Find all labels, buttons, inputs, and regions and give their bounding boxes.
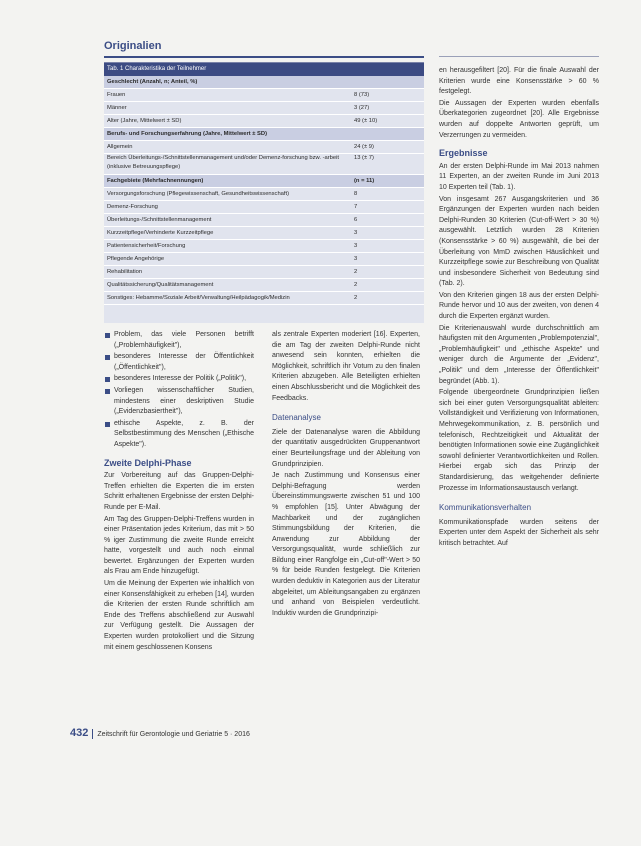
table-cell-label: Geschlecht (Anzahl, n; Anteil, %): [107, 79, 198, 85]
paragraph: en herausgefiltert [20]. Für die finale Auswahl der Kriterien wurde eine Konsensstärke > 60 % festgelegt.: [439, 67, 599, 96]
table-cell-value: 8: [354, 191, 358, 197]
column-right: [439, 66, 599, 551]
table-cell-value: 3: [354, 243, 358, 249]
table-cell-value: 8 (73): [354, 92, 370, 98]
paragraph: Zur Vorbereitung auf das Gruppen-Delphi-Treffen erhielten die Experten die im ersten Schritt erhaltenen Ergebnisse der ersten Delphi-Runde per E-Mail.: [104, 472, 254, 511]
paragraph: Die Aussagen der Experten wurden ebenfalls Überkategorien zugeordnet [20]. Alle Ergebnisse wurden auf doppelte Antworten geprüft, um Verzerrungen zu vermeiden.: [439, 99, 599, 139]
table-cell-value: 2: [354, 282, 358, 288]
page-footer: [70, 727, 250, 739]
table-cell-value: 13 (± 7): [354, 155, 374, 161]
table-cell-label: Allgemein: [107, 144, 133, 150]
table-row: [104, 227, 424, 240]
column-middle: [272, 330, 420, 620]
footer-divider: [92, 729, 93, 739]
table-cell-value: 3: [354, 230, 358, 236]
table-cell-value: 6: [354, 217, 358, 223]
paragraph: Um die Meinung der Experten wie inhaltlich von einer Konsensfähigkeit zu erheben [14], wurden die Kriterien der ersten Runde schriftlich am Ende des Treffens abschließend zur Auswahl zur Verfügung gestellt. Die Aussagen der Experten wurden protokolliert und die Sitzung mit einem geschlossenen Konsens: [104, 580, 254, 651]
table-row: [104, 141, 424, 154]
heading-second-phase: Zweite Delphi-Phase: [104, 457, 192, 468]
table-cell-label: Bereich Überleitungs-/Schnittstellenmanagement und/oder Demenz-forschung bzw. -arbeit (inklusive Betreuungspflege): [107, 155, 339, 170]
heading-results: Ergebnisse: [439, 148, 488, 159]
table-body: [104, 76, 424, 305]
table-cell-value: 3: [354, 256, 358, 262]
journal-name: Zeitschrift für Gerontologie und Geriatrie 5 · 2016: [97, 731, 250, 738]
table-row: [104, 266, 424, 279]
page-number: 432: [70, 727, 89, 739]
column-left: [104, 330, 254, 654]
table-row: [104, 279, 424, 292]
table-caption: Tab. 1 Charakteristika der Teilnehmer: [104, 63, 424, 76]
list-item: Vorliegen wissenschaftlicher Studien, mindestens einer deskriptiven Studie („Evidenzbasiertheit"),: [104, 386, 254, 418]
table-cell-label: Qualitätssicherung/Qualitätsmanagement: [107, 282, 214, 288]
column-rule: [439, 56, 599, 57]
list-item: ethische Aspekte, z. B. der Selbstbestimmung des Menschen („Ethische Aspekte").: [104, 419, 254, 451]
table-row: [104, 76, 424, 89]
section-label: Originalien: [104, 40, 162, 52]
table-row: [104, 102, 424, 115]
heading-communication: Kommunikationsverhalten: [439, 503, 532, 513]
paragraph: Von den Kriterien gingen 18 aus der ersten Delphi-Runde hervor und 10 aus der zweiten, von denen 4 durch die Experten ergänzt wurden.: [439, 291, 599, 321]
table-cell-label: Alter (Jahre, Mittelwert ± SD): [107, 118, 182, 124]
table-cell-value: 2: [354, 269, 358, 275]
list-item: besonderes Interesse der Öffentlichkeit („Öffentlichkeit"),: [104, 352, 254, 373]
table-row: [104, 89, 424, 102]
table-cell-label: Frauen: [107, 92, 126, 98]
paragraph: Ziele der Datenanalyse waren die Abbildung der quantitativ ausgedrückten Gruppenantwort einer Beurteilungsfrage und der Ableitung von Grundprinzipien.: [272, 428, 420, 468]
list-item: besonderes Interesse der Politik („Politik"),: [104, 374, 254, 385]
paragraph: Die Kriterienauswahl wurde durchschnittlich am häufigsten mit den Argumenten „Problempotenzial", „Problemhäufigkeit" und „ethische Aspekte" und weniger durch die Argumente der „Evidenz", „Politik" und dem „Interesse der Öffentlichkeit" begründet (Abb. 1).: [439, 324, 599, 385]
table-cell-label: Demenz-Forschung: [107, 204, 158, 210]
paragraph: Je nach Zustimmung und Konsensus einer Delphi-Befragung werden Übereinstimmungswerte zwischen 51 und 100 % empfohlen [15]. Unter Abwägung der Machbarkeit und der zugänglichen Stimmungsbildung der Kriterien, die Anwendung zur Abbildung der Versorgungsqualität, wurde schließlich zur Bildung einer Rangfolge ein „Cut-off"-Wert > 50 % für beide Runden festgelegt. Die Kriterien wurden deduktiv in Kategorien aus der Literatur abgeleitet, um Ableitungsangaben zu ergänzen und anhand von Beispielen verdeutlicht. Induktiv wurden die Grundprinzipi-: [272, 472, 420, 617]
table-row: [104, 154, 424, 175]
table-cell-value: 49 (± 10): [354, 118, 378, 124]
heading-data-analysis: Datenanalyse: [272, 413, 321, 423]
table-cell-label: Überleitungs-/Schnittstellenmanagement: [107, 217, 212, 223]
criteria-list: [104, 330, 254, 451]
table-row: [104, 175, 424, 188]
paragraph: Von insgesamt 267 Ausgangskriterien und 36 Ergänzungen der Experten wurden nach beiden Delphi-Runden 30 Kriterien (Cut-off-Wert > 30 %) ausgewählt. Letztlich wurden 28 Kriterien (Konsensstärke > 60 %) ausgewählt, die bei der Überleitung von MmD zwischen Häuslichkeit und Kurzzeitpflege sowie zur Beschreibung von Qualität und insbesondere Sicherheit von Bedeutung sind (Tab. 2).: [439, 195, 599, 288]
table-cell-label: Kurzzeitpflege/Verhinderte Kurzzeitpflege: [107, 230, 214, 236]
table-cell-label: Patientensicherheit/Forschung: [107, 243, 186, 249]
table-row: [104, 115, 424, 128]
table-cell-label: Männer: [107, 105, 127, 111]
table-row: [104, 292, 424, 305]
table-row: [104, 128, 424, 141]
table-cell-value: 7: [354, 204, 358, 210]
paragraph: als zentrale Experten moderiert [16]. Experten, die am Tag der zweiten Delphi-Runde nicht anwesend sein konnten, erhielten die Möglichkeit, schriftlich ihr Votum zu den finalen Kriterien abzugeben. Alle Beteiligten erhielten einen Abschlussbericht und die Möglichkeit des Feedbacks.: [272, 331, 420, 402]
characteristics-table: [104, 62, 424, 323]
paragraph: Folgende übergeordnete Grundprinzipien ließen sich bei einer guten Versorgungsqualität ableiten: Vollständigkeit und Verifizierung von Informationen, Mehrwegekommunikation, z. B. persönlich und telefonisch, Rechtzeitigkeit und Aktualität der benötigten Informationen sowie eine Zugänglichkeit sowohl definierter Verantwortlichkeiten und Rollen. Hierbei ergab sich das Prinzip der Standardisierung, das weitgehender definierte Prozesse im Informationsaustausch verlangt.: [439, 389, 599, 492]
table-cell-label: Berufs- und Forschungserfahrung (Jahre, Mittelwert ± SD): [107, 131, 268, 137]
table-cell-label: Rehabilitation: [107, 269, 143, 275]
table-cell-value: 2: [354, 295, 358, 301]
table-cell-value: 24 (± 9): [354, 144, 374, 150]
table-row: [104, 240, 424, 253]
table-cell-value: (n = 11): [354, 178, 375, 184]
table-cell-label: Sonstiges: Hebamme/Soziale Arbeit/Verwaltung/Heilpädagogik/Medizin: [107, 295, 290, 301]
paragraph: Kommunikationspfade wurden seitens der Experten unter dem Aspekt der Sicherheit als sehr kritisch betrachtet. Auf: [439, 518, 599, 547]
table-cell-label: Pflegende Angehörige: [107, 256, 165, 262]
table-row: [104, 253, 424, 266]
paragraph: Am Tag des Gruppen-Delphi-Treffens wurden in einer Präsentation jedes Kriterium, das mit > 50 % iger Zustimmung die zweite Runde erreicht hatte, vorgestellt und auch noch einmal bewertet. Ergänzungen der Experten wurden als Frau am Ende hinzugefügt.: [104, 515, 254, 576]
header-rule: [104, 56, 424, 58]
table-row: [104, 201, 424, 214]
paragraph: An der ersten Delphi-Runde im Mai 2013 nahmen 11 Experten, an der zweiten Runde im Juni 2013 10 Experten teil (Tab. 1).: [439, 162, 599, 191]
table-row: [104, 214, 424, 227]
table-row: [104, 188, 424, 201]
table-cell-label: Fachgebiete (Mehrfachnennungen): [107, 178, 204, 184]
list-item: Problem, das viele Personen betrifft („Problemhäufigkeit"),: [104, 330, 254, 351]
table-cell-label: Versorgungsforschung (Pflegewissenschaft, Gesundheitswissenschaft): [107, 191, 290, 197]
table-cell-value: 3 (27): [354, 105, 370, 111]
